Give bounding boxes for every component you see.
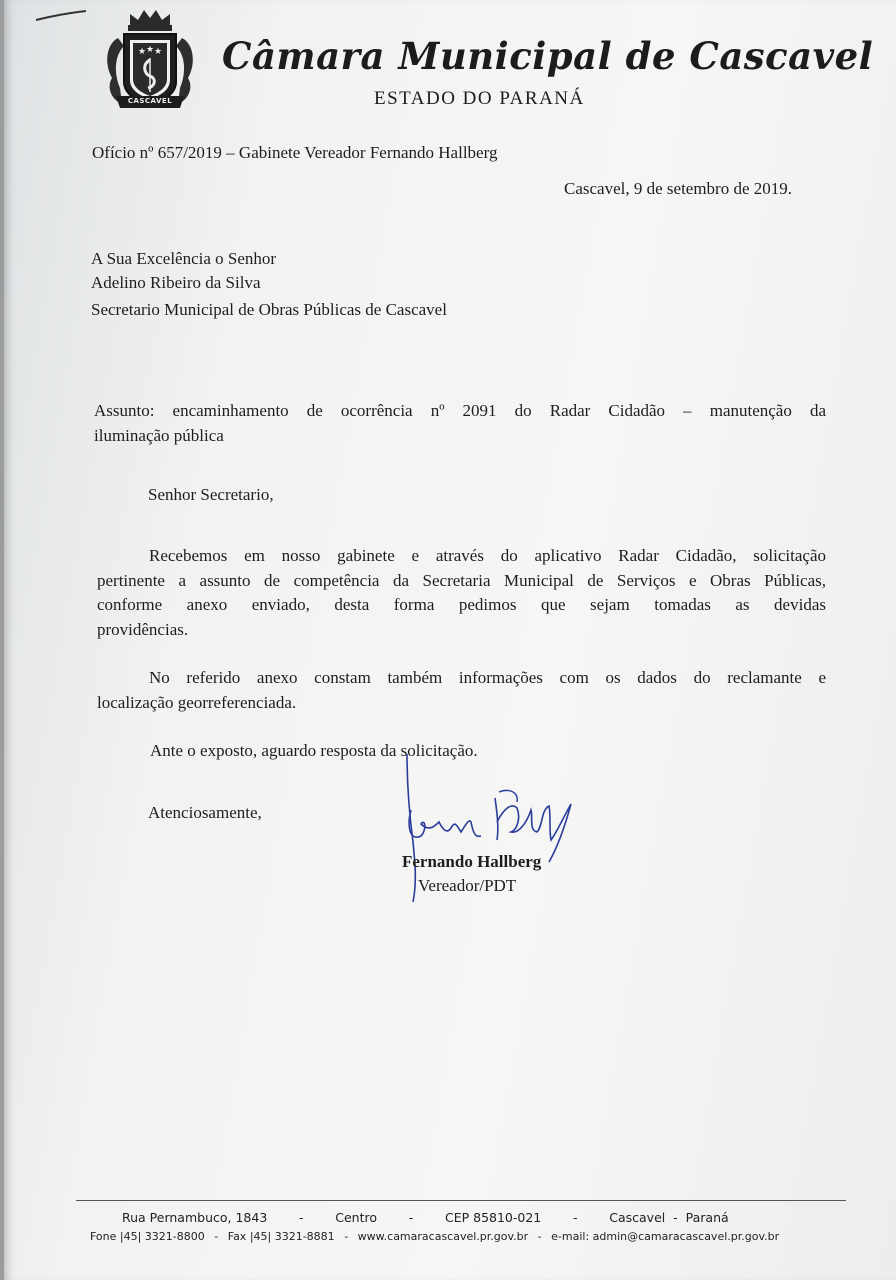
footer-separator: - [214,1230,219,1243]
letter-page [4,0,896,1280]
footer-separator: - [572,1210,578,1225]
paragraph-line: No referido anexo constam também informações com os dados do reclamante e [149,668,826,687]
footer-street: Rua Pernambuco, 1843 [122,1210,268,1225]
recipient-line: Secretario Municipal de Obras Públicas de Cascavel [91,300,447,319]
subject-line: Assunto: encaminhamento de ocorrência nº 2091 do Radar Cidadão – manutenção da [94,401,826,420]
footer-fax: Fax |45| 3321-8881 [227,1230,335,1243]
paragraph-line: localização georreferenciada. [97,692,297,712]
footer-cep: CEP 85810-021 [444,1210,542,1225]
subject [94,399,826,448]
svg-text:★: ★ [146,45,155,55]
letter-reference: Ofício nº 657/2019 – Gabinete Vereador Fernando Hallberg [92,143,498,162]
footer-city: Cascavel - Paraná [609,1210,729,1225]
footer-separator: - [537,1230,542,1243]
paragraph-line: Recebemos em nosso gabinete e através do aplicativo Radar Cidadão, solicitação [149,546,826,565]
recipient-line: A Sua Excelência o Senhor [91,249,277,268]
footer-district: Centro [335,1210,378,1225]
institution-name: Câmara Municipal de Cascavel [222,34,874,78]
svg-text:★: ★ [138,47,147,57]
seal-ribbon-label: CASCAVEL [127,97,173,105]
salutation: Senhor Secretario, [148,485,274,504]
footer-divider [76,1200,846,1201]
paragraph-closing-request: Ante o exposto, aguardo resposta da solicitação. [150,741,478,760]
footer-separator: - [408,1210,414,1225]
letter-date: Cascavel, 9 de setembro de 2019. [564,179,793,198]
footer-website[interactable]: www.camaracascavel.pr.gov.br [357,1230,529,1243]
footer-email[interactable]: e-mail: admin@camaracascavel.pr.gov.br [551,1230,780,1243]
recipient-line: Adelino Ribeiro da Silva [91,273,261,292]
state-subtitle: ESTADO DO PARANÁ [374,88,585,109]
paragraph-line: providências. [97,619,189,639]
footer-phone: Fone |45| 3321-8800 [90,1230,205,1243]
paragraph-line: pertinente a assunto de competência da Secretaria Municipal de Serviços e Obras Públicas, [97,570,826,590]
footer-separator: - [299,1210,304,1225]
paragraph-annex [97,666,826,715]
svg-text:★: ★ [154,47,163,57]
pen-stroke-mark [34,8,88,24]
footer-address-line [122,1210,729,1225]
signer-role: Vereador/PDT [418,876,517,895]
paragraph-request [97,544,826,642]
footer-separator: - [344,1230,349,1243]
subject-line: iluminação pública [94,425,224,445]
closing: Atenciosamente, [148,803,262,822]
paragraph-line: conforme anexo enviado, desta forma pedimos que sejam tomadas as devidas [97,595,826,614]
footer-contact-line [90,1230,779,1243]
signer-name: Fernando Hallberg [402,852,542,871]
